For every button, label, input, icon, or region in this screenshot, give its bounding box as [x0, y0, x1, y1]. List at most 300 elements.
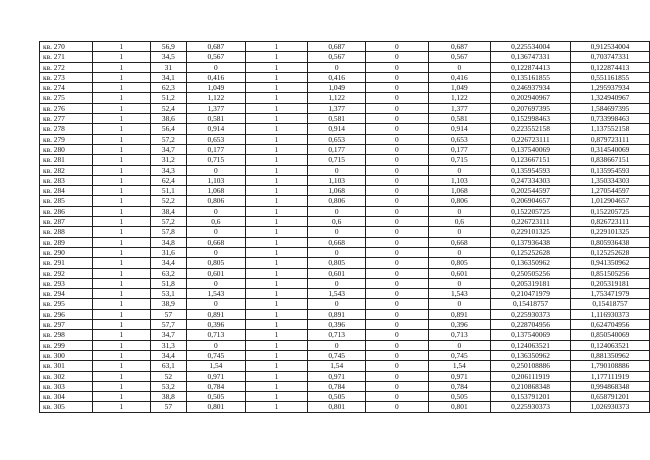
table-cell: 0,137540069 [491, 330, 571, 340]
table-cell: 0,891 [428, 309, 491, 319]
table-cell: 0 [428, 62, 491, 72]
table-cell: 1 [245, 237, 307, 247]
table-cell: 1,324940967 [570, 93, 649, 103]
table-cell: 0 [366, 402, 428, 412]
table-cell: 1 [92, 196, 150, 206]
table-cell: 0,6 [308, 217, 366, 227]
table-cell: 1,068 [186, 186, 245, 196]
table-cell: 0,653 [186, 134, 245, 144]
table-cell: 1 [245, 258, 307, 268]
table-cell: 0,601 [428, 268, 491, 278]
table-cell: 0,205319181 [570, 278, 649, 288]
table-cell: 0,891 [308, 309, 366, 319]
table-cell: 0,228704956 [491, 320, 571, 330]
table-cell: 0 [186, 278, 245, 288]
table-cell: 38,9 [150, 299, 186, 309]
table-cell: 1 [92, 361, 150, 371]
apartment-label-cell: кв. 288 [40, 227, 93, 237]
table-cell: 0,715 [186, 155, 245, 165]
table-cell: 0 [428, 278, 491, 288]
apartment-label-cell: кв. 278 [40, 124, 93, 134]
table-cell: 38,6 [150, 114, 186, 124]
table-cell: 0,122874413 [491, 62, 571, 72]
table-cell: 0 [428, 247, 491, 257]
table-cell: 0,713 [428, 330, 491, 340]
table-cell: 0,416 [308, 72, 366, 82]
table-cell: 63,1 [150, 361, 186, 371]
apartment-label-cell: кв. 271 [40, 52, 93, 62]
table-cell: 1 [245, 247, 307, 257]
table-cell: 0,396 [186, 320, 245, 330]
table-cell: 1 [245, 196, 307, 206]
table-cell: 0,801 [308, 402, 366, 412]
table-cell: 1 [245, 52, 307, 62]
table-row [40, 62, 650, 72]
table-cell: 1,012904657 [570, 196, 649, 206]
table-cell: 57,8 [150, 227, 186, 237]
table-cell: 0,225930373 [491, 402, 571, 412]
table-cell: 1 [245, 361, 307, 371]
table-cell: 0 [366, 42, 428, 52]
apartment-label-cell: кв. 297 [40, 320, 93, 330]
table-row [40, 165, 650, 175]
table-cell: 34,4 [150, 350, 186, 360]
table-cell: 0,567 [308, 52, 366, 62]
table-cell: 0 [366, 52, 428, 62]
table-cell: 0,250108886 [491, 361, 571, 371]
table-cell: 0,505 [428, 392, 491, 402]
table-cell: 0,784 [186, 381, 245, 391]
table-cell: 1 [92, 52, 150, 62]
table-cell: 1 [92, 289, 150, 299]
table-cell: 0 [366, 62, 428, 72]
table-cell: 0,715 [308, 155, 366, 165]
table-cell: 0,687 [186, 42, 245, 52]
table-body [40, 42, 650, 413]
table-row [40, 72, 650, 82]
table-row [40, 217, 650, 227]
table-cell: 0,805 [308, 258, 366, 268]
table-cell: 1 [92, 237, 150, 247]
apartment-label-cell: кв. 300 [40, 350, 93, 360]
table-cell: 1,122 [308, 93, 366, 103]
table-cell: 0 [186, 227, 245, 237]
table-cell: 63,2 [150, 268, 186, 278]
table-cell: 1 [245, 402, 307, 412]
table-row [40, 340, 650, 350]
table-row [40, 247, 650, 257]
apartment-label-cell: кв. 295 [40, 299, 93, 309]
table-cell: 0 [308, 165, 366, 175]
table-cell: 62,3 [150, 83, 186, 93]
table-cell: 0,715 [428, 155, 491, 165]
table-cell: 1 [245, 165, 307, 175]
apartment-label-cell: кв. 281 [40, 155, 93, 165]
table-cell: 0,601 [186, 268, 245, 278]
table-cell: 1,068 [428, 186, 491, 196]
table-cell: 1 [92, 258, 150, 268]
table-cell: 52,2 [150, 196, 186, 206]
apartment-label-cell: кв. 290 [40, 247, 93, 257]
table-row [40, 268, 650, 278]
table-cell: 53,2 [150, 381, 186, 391]
table-cell: 31,6 [150, 247, 186, 257]
table-cell: 0,805 [186, 258, 245, 268]
table-cell: 0 [366, 289, 428, 299]
table-cell: 0 [366, 186, 428, 196]
table-row [40, 42, 650, 52]
table-cell: 0,601 [308, 268, 366, 278]
table-cell: 0 [366, 247, 428, 257]
table-cell: 0,653 [308, 134, 366, 144]
apartment-label-cell: кв. 292 [40, 268, 93, 278]
table-cell: 1 [92, 381, 150, 391]
table-cell: 0,879723111 [570, 134, 649, 144]
table-cell: 0 [366, 83, 428, 93]
apartment-label-cell: кв. 305 [40, 402, 93, 412]
table-cell: 0,881350962 [570, 350, 649, 360]
table-cell: 0,668 [308, 237, 366, 247]
table-cell: 1 [92, 93, 150, 103]
table-cell: 0 [366, 72, 428, 82]
table-cell: 1 [245, 144, 307, 154]
table-cell: 0 [428, 227, 491, 237]
table-cell: 1 [92, 134, 150, 144]
table-cell: 0 [428, 165, 491, 175]
table-cell: 1,543 [308, 289, 366, 299]
table-cell: 1,270544597 [570, 186, 649, 196]
table-cell: 0,210471979 [491, 289, 571, 299]
table-cell: 0,838667151 [570, 155, 649, 165]
table-cell: 1 [245, 268, 307, 278]
table-cell: 0,152205725 [491, 206, 571, 216]
table-cell: 1 [92, 62, 150, 72]
table-cell: 0,136747331 [491, 52, 571, 62]
table-cell: 0,567 [428, 52, 491, 62]
table-cell: 51,2 [150, 93, 186, 103]
table-cell: 51,8 [150, 278, 186, 288]
table-cell: 1 [245, 42, 307, 52]
table-cell: 1 [92, 72, 150, 82]
table-cell: 34,7 [150, 330, 186, 340]
table-row [40, 114, 650, 124]
apartment-label-cell: кв. 284 [40, 186, 93, 196]
table-row [40, 258, 650, 268]
table-cell: 0 [308, 62, 366, 72]
apartment-label-cell: кв. 303 [40, 381, 93, 391]
table-row [40, 175, 650, 185]
table-cell: 0,891 [186, 309, 245, 319]
apartment-label-cell: кв. 302 [40, 371, 93, 381]
table-cell: 0,567 [186, 52, 245, 62]
table-cell: 1,049 [308, 83, 366, 93]
apartment-label-cell: кв. 277 [40, 114, 93, 124]
table-cell: 0 [186, 299, 245, 309]
table-cell: 0 [366, 93, 428, 103]
table-cell: 1,54 [428, 361, 491, 371]
table-cell: 0,6 [186, 217, 245, 227]
table-cell: 0 [308, 247, 366, 257]
table-cell: 1 [245, 350, 307, 360]
table-row [40, 392, 650, 402]
table-cell: 1 [92, 330, 150, 340]
table-cell: 1 [92, 320, 150, 330]
table-cell: 0,971 [186, 371, 245, 381]
table-cell: 57,7 [150, 320, 186, 330]
table-cell: 0,713 [186, 330, 245, 340]
apartment-label-cell: кв. 286 [40, 206, 93, 216]
table-cell: 0,994868348 [570, 381, 649, 391]
table-cell: 0,941350962 [570, 258, 649, 268]
table-cell: 0,745 [428, 350, 491, 360]
table-cell: 0,125252628 [570, 247, 649, 257]
table-row [40, 93, 650, 103]
table-cell: 1 [245, 175, 307, 185]
table-cell: 1,122 [428, 93, 491, 103]
table-cell: 1 [92, 206, 150, 216]
table-cell: 62,4 [150, 175, 186, 185]
table-cell: 0,703747331 [570, 52, 649, 62]
table-cell: 1 [92, 155, 150, 165]
table-cell: 1 [245, 340, 307, 350]
apartment-label-cell: кв. 276 [40, 103, 93, 113]
table-cell: 0,668 [428, 237, 491, 247]
table-cell: 1 [92, 247, 150, 257]
apartment-label-cell: кв. 272 [40, 62, 93, 72]
table-cell: 0,124063521 [491, 340, 571, 350]
table-cell: 1 [245, 72, 307, 82]
apartment-label-cell: кв. 274 [40, 83, 93, 93]
table-cell: 0,314540069 [570, 144, 649, 154]
table-cell: 1 [245, 381, 307, 391]
table-cell: 1 [92, 278, 150, 288]
table-cell: 0,784 [308, 381, 366, 391]
table-cell: 1,116930373 [570, 309, 649, 319]
table-cell: 0,246937934 [491, 83, 571, 93]
table-cell: 1 [245, 330, 307, 340]
table-cell: 0,226723111 [491, 134, 571, 144]
table-cell: 52,4 [150, 103, 186, 113]
table-row [40, 402, 650, 412]
table-cell: 1 [92, 392, 150, 402]
table-cell: 56,4 [150, 124, 186, 134]
table-cell: 1,54 [308, 361, 366, 371]
table-cell: 1,543 [428, 289, 491, 299]
apartment-label-cell: кв. 280 [40, 144, 93, 154]
table-cell: 0,135161855 [491, 72, 571, 82]
table-row [40, 124, 650, 134]
table-cell: 1,790108886 [570, 361, 649, 371]
apartment-label-cell: кв. 283 [40, 175, 93, 185]
table-row [40, 289, 650, 299]
table-cell: 0,745 [308, 350, 366, 360]
table-cell: 0 [366, 278, 428, 288]
table-cell: 1 [245, 371, 307, 381]
table-cell: 0,135954593 [491, 165, 571, 175]
table-cell: 1 [245, 134, 307, 144]
apartment-label-cell: кв. 296 [40, 309, 93, 319]
table-cell: 0,152205725 [570, 206, 649, 216]
table-cell: 1,295937934 [570, 83, 649, 93]
table-cell: 1 [245, 299, 307, 309]
table-cell: 0,851505256 [570, 268, 649, 278]
table-cell: 1 [92, 103, 150, 113]
table-cell: 0 [366, 134, 428, 144]
table-cell: 0 [366, 103, 428, 113]
apartment-label-cell: кв. 287 [40, 217, 93, 227]
table-cell: 0,914 [186, 124, 245, 134]
table-cell: 0,225534004 [491, 42, 571, 52]
table-cell: 0,122874413 [570, 62, 649, 72]
table-cell: 0 [428, 340, 491, 350]
apartment-label-cell: кв. 270 [40, 42, 93, 52]
table-cell: 1,049 [428, 83, 491, 93]
table-cell: 1,103 [186, 175, 245, 185]
table-cell: 0,226723111 [491, 217, 571, 227]
table-row [40, 196, 650, 206]
table-cell: 51,1 [150, 186, 186, 196]
table-cell: 0 [366, 196, 428, 206]
table-cell: 52 [150, 371, 186, 381]
table-cell: 56,9 [150, 42, 186, 52]
table-cell: 1 [245, 114, 307, 124]
table-cell: 0 [428, 299, 491, 309]
table-row [40, 320, 650, 330]
apartment-label-cell: кв. 293 [40, 278, 93, 288]
table-cell: 1 [245, 62, 307, 72]
table-cell: 34,4 [150, 258, 186, 268]
table-cell: 0,153791201 [491, 392, 571, 402]
table-cell: 0,914 [428, 124, 491, 134]
table-cell: 0,396 [428, 320, 491, 330]
table-cell: 0 [308, 278, 366, 288]
table-cell: 0 [366, 361, 428, 371]
table-cell: 1,177111919 [570, 371, 649, 381]
table-cell: 0 [308, 340, 366, 350]
table-cell: 0,6 [428, 217, 491, 227]
table-row [40, 350, 650, 360]
apartment-label-cell: кв. 291 [40, 258, 93, 268]
table-cell: 0,210868348 [491, 381, 571, 391]
table-cell: 0,806 [186, 196, 245, 206]
table-cell: 0,658791201 [570, 392, 649, 402]
table-cell: 1 [92, 186, 150, 196]
table-cell: 0,971 [308, 371, 366, 381]
apartment-label-cell: кв. 298 [40, 330, 93, 340]
table-cell: 0 [366, 237, 428, 247]
table-cell: 1 [92, 309, 150, 319]
table-cell: 0,687 [428, 42, 491, 52]
table-cell: 0,177 [186, 144, 245, 154]
table-cell: 1 [92, 217, 150, 227]
table-cell: 0 [366, 206, 428, 216]
table-cell: 38,4 [150, 206, 186, 216]
table-cell: 0,687 [308, 42, 366, 52]
table-cell: 0,202940967 [491, 93, 571, 103]
table-cell: 1 [245, 83, 307, 93]
table-cell: 0,971 [428, 371, 491, 381]
table-cell: 0,912534004 [570, 42, 649, 52]
table-cell: 1 [245, 392, 307, 402]
table-cell: 1,137552158 [570, 124, 649, 134]
table-cell: 0,15418757 [570, 299, 649, 309]
table-cell: 0 [186, 247, 245, 257]
table-cell: 0,136350962 [491, 258, 571, 268]
table-cell: 0 [366, 309, 428, 319]
table-cell: 1,026930373 [570, 402, 649, 412]
table-cell: 0 [366, 165, 428, 175]
table-cell: 1 [245, 124, 307, 134]
table-cell: 1,377 [186, 103, 245, 113]
table-cell: 1 [92, 350, 150, 360]
apartment-label-cell: кв. 279 [40, 134, 93, 144]
table-cell: 0 [366, 350, 428, 360]
table-cell: 34,5 [150, 52, 186, 62]
table-cell: 0,202544597 [491, 186, 571, 196]
table-cell: 1,753471979 [570, 289, 649, 299]
apartment-label-cell: кв. 273 [40, 72, 93, 82]
table-cell: 0,668 [186, 237, 245, 247]
table-cell: 0 [366, 114, 428, 124]
table-row [40, 186, 650, 196]
table-cell: 0,806 [428, 196, 491, 206]
table-row [40, 83, 650, 93]
table-cell: 0 [366, 258, 428, 268]
table-row [40, 52, 650, 62]
table-cell: 0,801 [186, 402, 245, 412]
table-cell: 0,505 [308, 392, 366, 402]
table-cell: 0,745 [186, 350, 245, 360]
table-cell: 0,581 [308, 114, 366, 124]
table-cell: 0,177 [308, 144, 366, 154]
table-cell: 1 [245, 206, 307, 216]
table-cell: 0 [366, 340, 428, 350]
apartment-label-cell: кв. 285 [40, 196, 93, 206]
table-cell: 0 [366, 124, 428, 134]
table-cell: 0 [366, 299, 428, 309]
apartment-label-cell: кв. 282 [40, 165, 93, 175]
table-cell: 0,15418757 [491, 299, 571, 309]
table-cell: 57 [150, 309, 186, 319]
table-cell: 0,784 [428, 381, 491, 391]
table-cell: 1,122 [186, 93, 245, 103]
table-cell: 0 [308, 299, 366, 309]
table-cell: 0,914 [308, 124, 366, 134]
table-cell: 1 [245, 309, 307, 319]
table-cell: 34,1 [150, 72, 186, 82]
table-cell: 57,2 [150, 217, 186, 227]
table-cell: 0 [186, 206, 245, 216]
table-cell: 57 [150, 402, 186, 412]
table-cell: 0 [366, 175, 428, 185]
table-cell: 1,54 [186, 361, 245, 371]
table-cell: 1 [92, 402, 150, 412]
table-cell: 1 [245, 217, 307, 227]
table-cell: 1 [245, 227, 307, 237]
table-cell: 0 [366, 381, 428, 391]
table-cell: 0,250505256 [491, 268, 571, 278]
table-cell: 0,136350962 [491, 350, 571, 360]
apartment-label-cell: кв. 289 [40, 237, 93, 247]
table-row [40, 227, 650, 237]
table-cell: 0,135954593 [570, 165, 649, 175]
table-cell: 0,801 [428, 402, 491, 412]
table-cell: 1 [245, 186, 307, 196]
table-cell: 34,3 [150, 165, 186, 175]
table-row [40, 237, 650, 247]
table-cell: 0,416 [186, 72, 245, 82]
table-cell: 0,850540069 [570, 330, 649, 340]
